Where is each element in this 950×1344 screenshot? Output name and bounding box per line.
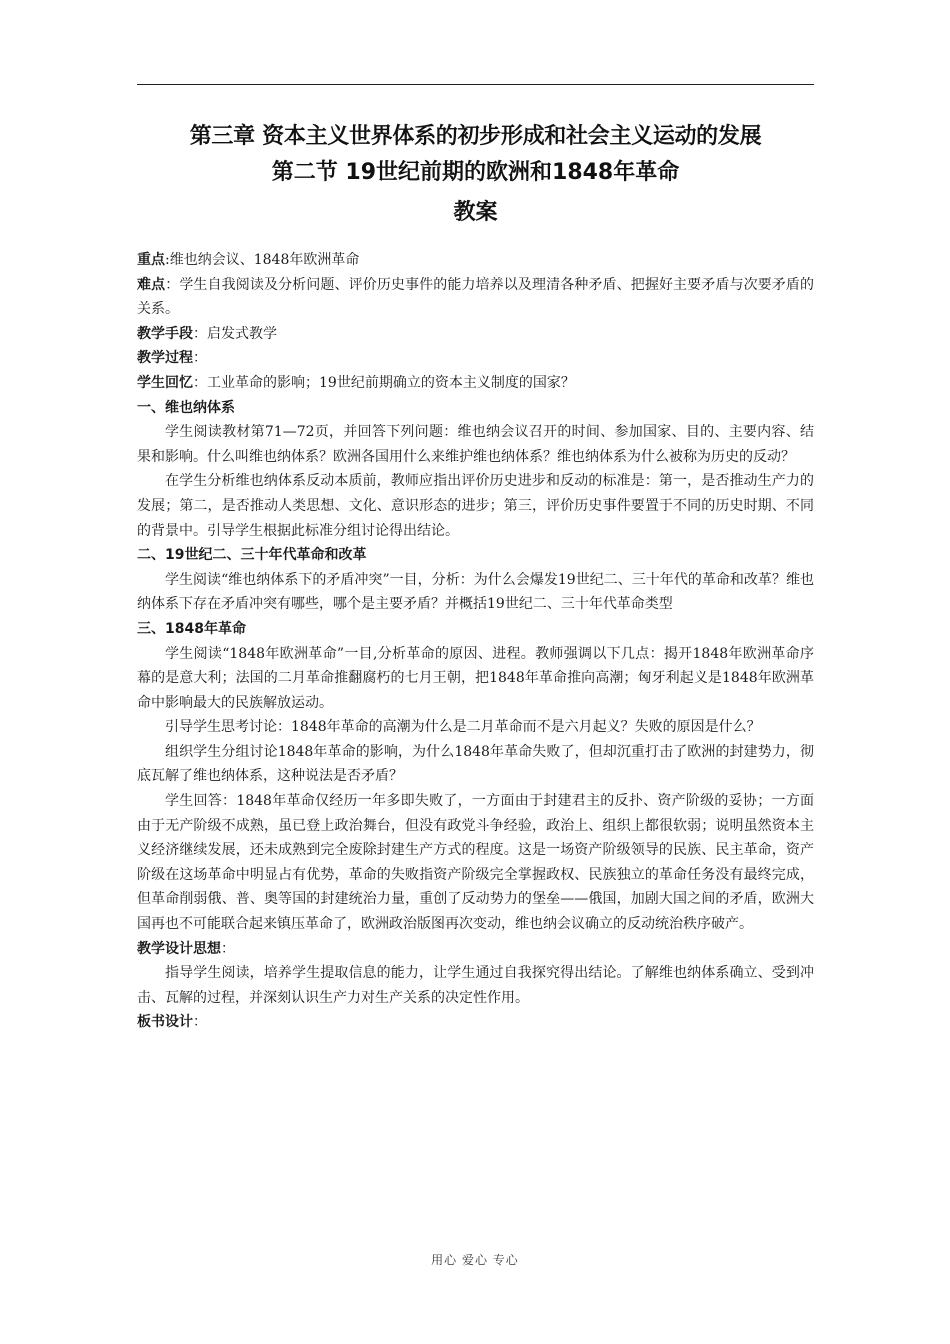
student-review-text: ：工业革命的影响；19世纪前期确立的资本主义制度的国家？ (193, 374, 575, 391)
difficulties-text: ：学生自我阅读及分析问题、评价历史事件的能力培养以及理清各种矛盾、把握好主要矛盾与次要矛盾的关系。 (137, 276, 815, 318)
paragraph: 学生阅读“1848年欧洲革命”一目,分析革命的原因、进程。教师强调以下几点：揭开1848年欧洲革命序幕的是意大利；法国的二月革命推翻腐朽的七月王朝，把1848年革命推向高潮；匈牙利起义是1848年欧洲革命中影响最大的民族解放运动。 (137, 645, 814, 711)
board-design-label: 板书设计 (137, 1014, 193, 1031)
chapter-title: 第三章 资本主义世界体系的初步形成和社会主义运动的发展 (189, 124, 762, 149)
paragraph: 学生阅读“维也纳体系下的矛盾冲突”一目，分析：为什么会爆发19世纪二、三十年代的革命和改革？维也纳体系下存在矛盾冲突有哪些，哪个是主要矛盾？并概括19世纪二、三十年代革命类型 (137, 571, 814, 613)
key-points-text: :维也纳会议、1848年欧洲革命 (165, 252, 360, 268)
section-heading-3: 三、1848年革命 (137, 620, 246, 637)
design-thinking (137, 937, 814, 962)
difficulties (137, 273, 814, 322)
section-heading-2: 二、19世纪二、三十年代革命和改革 (137, 547, 367, 564)
teaching-method-text: ：启发式教学 (193, 325, 277, 342)
title-block (137, 119, 814, 231)
document-type-title: 教案 (453, 200, 498, 225)
student-review (137, 371, 814, 396)
key-points-label: 重点 (137, 252, 165, 268)
header-rule (137, 84, 814, 85)
paragraph: 学生回答：1848年革命仅经历一年多即失败了，一方面由于封建君主的反扑、资产阶级的妥协；一方面由于无产阶级不成熟，虽已登上政治舞台，但没有政党斗争经验，政治上、组织上都很软弱；说明虽然资本主义经济继续发展，还未成熟到完全废除封建生产方式的程度。这是一场资产阶级领导的民族、民主革命，资产阶级在这场革命中明显占有优势，革命的失败指资产阶级完全掌握政权、民族独立的革命任务没有最终完成，但革命削弱俄、普、奥等国的封建统治力量，重创了反动势力的堡垒——俄国，加剧大国之间的矛盾，欧洲大国再也不可能联合起来镇压革命了，欧洲政治版图再次变动，维也纳会议确立的反动统治秩序破产。 (137, 793, 814, 933)
student-review-label: 学生回忆 (137, 374, 193, 391)
design-thinking-colon: ： (221, 940, 235, 957)
paragraph: 指导学生阅读，培养学生提取信息的能力，让学生通过自我探究得出结论。了解维也纳体系确立、受到冲击、瓦解的过程，并深刻认识生产力对生产关系的决定性作用。 (137, 965, 814, 1006)
board-design (137, 1010, 814, 1035)
page-footer: 用心 爱心 专心 (431, 1253, 519, 1267)
board-design-colon: ： (193, 1014, 207, 1031)
paragraph: 在学生分析维也纳体系反动本质前，教师应指出评价历史进步和反动的标准是：第一，是否推动生产力的发展；第二，是否推动人类思想、文化、意识形态的进步；第三，评价历史事件要置于不同的历史时期、不同的背景中。引导学生根据此标准分组讨论得出结论。 (137, 473, 814, 539)
section-title: 第二节 19世纪前期的欧洲和1848年革命 (271, 160, 680, 185)
teaching-process-label: 教学过程 (137, 350, 193, 367)
difficulties-label: 难点 (137, 276, 166, 293)
design-thinking-label: 教学设计思想 (137, 940, 221, 957)
paragraph: 引导学生思考讨论：1848年革命的高潮为什么是二月革命而不是六月起义？失败的原因是什么？ (165, 719, 761, 736)
paragraph: 学生阅读教材第71—72页，并回答下列问题：维也纳会议召开的时间、参加国家、目的、主要内容、结果和影响。什么叫维也纳体系？欧洲各国用什么来维护维也纳体系？维也纳体系为什么被称为历史的反动？ (137, 424, 814, 465)
teaching-process (137, 346, 814, 371)
document-body (137, 248, 814, 1035)
teaching-method (137, 322, 814, 347)
teaching-method-label: 教学手段 (137, 325, 193, 342)
section-heading-1: 一、维也纳体系 (137, 399, 235, 416)
paragraph: 组织学生分组讨论1848年革命的影响，为什么1848年革命失败了，但却沉重打击了欧洲的封建势力，彻底瓦解了维也纳体系，这种说法是否矛盾？ (137, 743, 814, 785)
key-points (137, 248, 814, 273)
teaching-process-text: ： (193, 350, 207, 367)
